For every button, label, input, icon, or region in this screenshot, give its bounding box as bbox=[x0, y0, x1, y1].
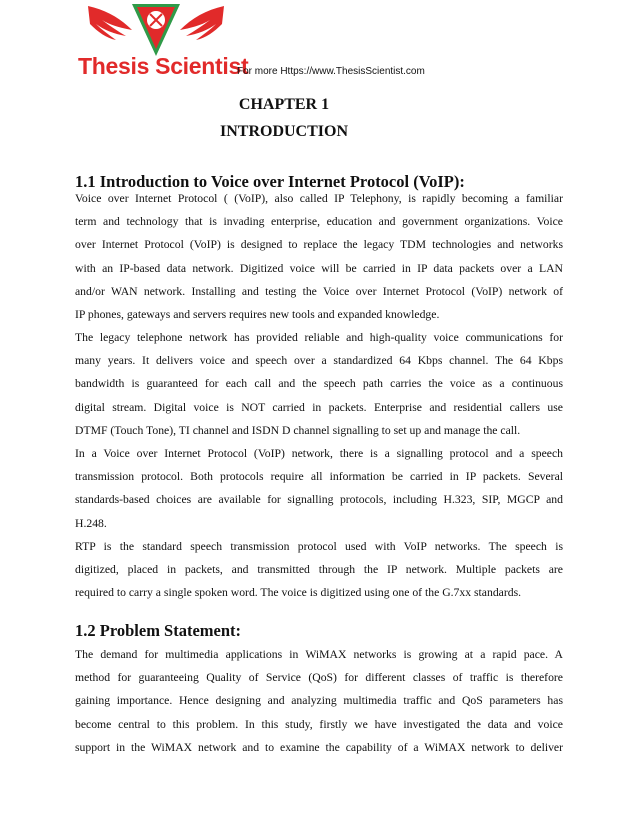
paragraph-line: bandwidth is guaranteed for each call and the speech path carries the voice as a continuous bbox=[75, 377, 563, 391]
section-heading-1-2: 1.2 Problem Statement: bbox=[75, 621, 242, 640]
paragraph-line: many years. It delivers voice and speech over a standardized 64 Kbps channel. The 64 Kbps bbox=[75, 354, 563, 368]
paragraph-problem-statement bbox=[75, 643, 563, 759]
paragraph-line: The demand for multimedia applications in WiMAX networks is growing at a rapid pace. A bbox=[75, 648, 563, 661]
paragraph-line: digital stream. Digital voice is NOT carried in packets. Enterprise and residential callers use bbox=[75, 400, 563, 414]
paragraph-line: transmission protocol. Both protocols require all information be carried in IP packets. Several bbox=[75, 470, 563, 484]
paragraph-line: DTMF (Touch Tone), TI channel and ISDN D channel signalling to set up and manage the call. bbox=[75, 423, 521, 437]
paragraph-line: over Internet Protocol (VoIP) is designed to replace the legacy TDM technologies and networks bbox=[75, 238, 563, 252]
paragraph-legacy-network bbox=[75, 326, 563, 604]
paragraph-line: method for guaranteeing Quality of Service (QoS) for different classes of traffic is therefore bbox=[75, 671, 563, 685]
paragraph-line: Voice over Internet Protocol ( (VoIP), also called IP Telephony, is rapidly becoming a familiar bbox=[75, 192, 563, 205]
paragraph-line: H.248. bbox=[75, 516, 107, 530]
section-heading-1-1: 1.1 Introduction to Voice over Internet Protocol (VoIP): bbox=[75, 172, 465, 191]
paragraph-line: with an IP-based data network. Digitized voice will be carried in IP data packets over a LAN bbox=[75, 261, 563, 275]
chapter-number: CHAPTER 1 bbox=[238, 96, 330, 113]
paragraph-line: support in the WiMAX network and to examine the capability of a WiMAX network to deliver bbox=[75, 740, 563, 754]
paragraph-line: The legacy telephone network has provided reliable and high-quality voice communications for bbox=[75, 331, 563, 344]
logo-text: Thesis Scientist bbox=[78, 53, 249, 79]
paragraph-voip-intro bbox=[75, 187, 563, 326]
paragraph-line: digitized, placed in packets, and transmitted through the IP network. Multiple packets are bbox=[75, 562, 563, 576]
paragraph-line: become central to this problem. In this study, firstly we have investigated the data and voice bbox=[75, 717, 563, 731]
website-link[interactable]: For more Https://www.ThesisScientist.com bbox=[237, 66, 425, 77]
paragraph-line: gaining importance. Hence designing and analyzing multimedia traffic and QoS parameters has bbox=[75, 694, 563, 708]
paragraph-line: standards-based choices are available for signalling protocols, including H.323, SIP, MGCP and bbox=[75, 493, 563, 507]
paragraph-line: In a Voice over Internet Protocol (VoIP) network, there is a signalling protocol and a speech bbox=[75, 446, 563, 460]
winged-shield-logo-icon bbox=[76, 0, 236, 60]
paragraph-line: required to carry a single spoken word. The voice is digitized using one of the G.7xx standards. bbox=[75, 586, 522, 600]
paragraph-line: IP phones, gateways and servers requires new tools and expanded knowledge. bbox=[75, 307, 440, 321]
paragraph-line: and/or WAN network. Installing and testing the Voice over Internet Protocol (VoIP) network of bbox=[75, 284, 563, 298]
paragraph-line: RTP is the standard speech transmission protocol used with VoIP networks. The speech is bbox=[75, 539, 563, 553]
brand-logo bbox=[76, 0, 249, 84]
chapter-title: INTRODUCTION bbox=[219, 123, 349, 140]
paragraph-line: term and technology that is invading enterprise, education and government organizations. Voice bbox=[75, 215, 563, 229]
